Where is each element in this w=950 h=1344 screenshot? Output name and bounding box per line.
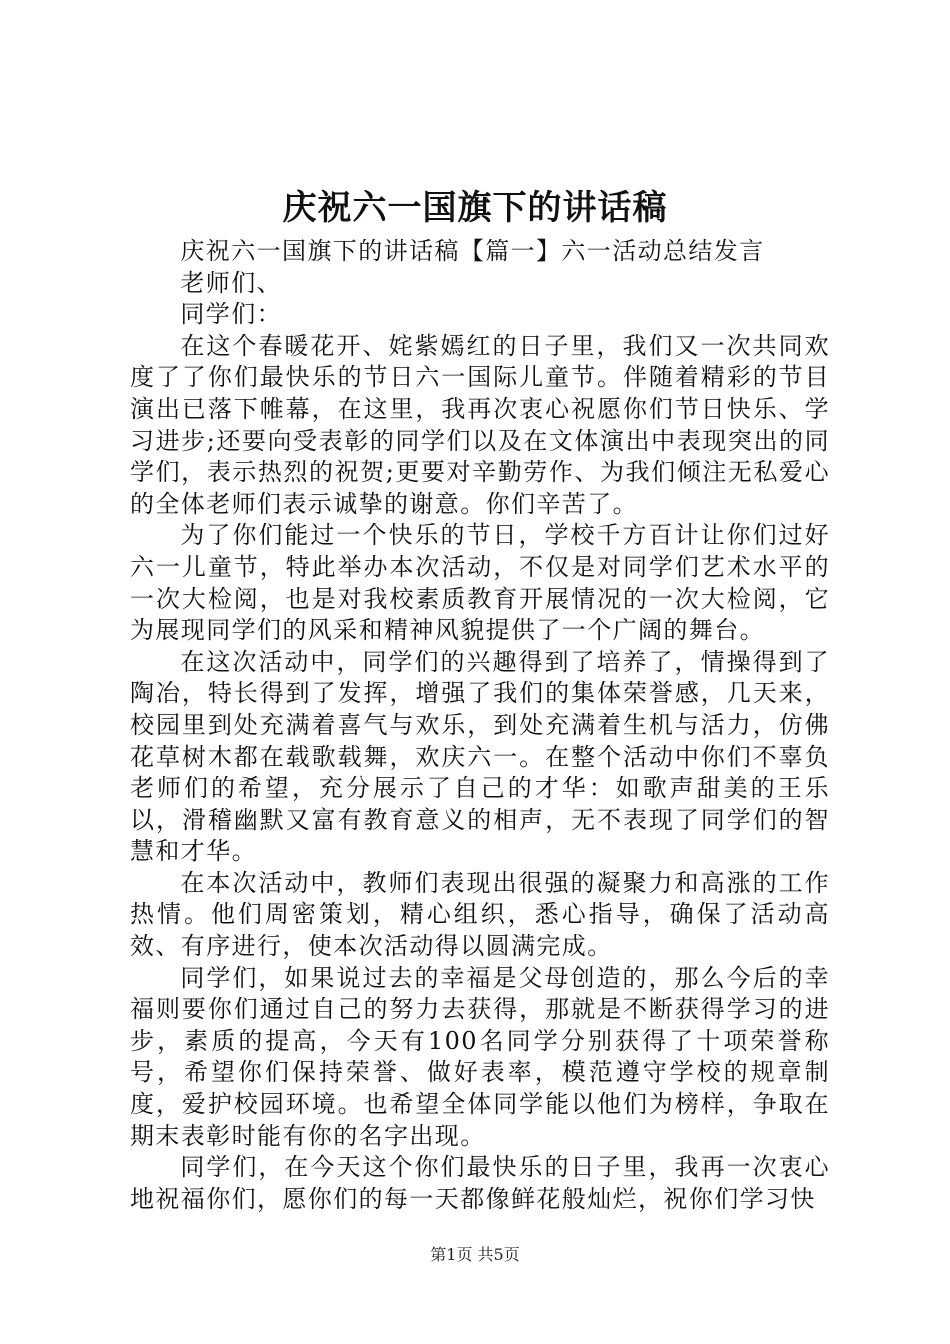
paragraph-salutation-teachers: 老师们、 xyxy=(180,268,282,297)
paragraph: 为了你们能过一个快乐的节日，学校千方百计让你们过好六一儿童节，特此举办本次活动，不仅是对同学们艺术水平的一次大检阅，也是对我校素质教育开展情况的一次大检阅，它为展现同学们的风采和精神风貌提供了一个广阔的舞台。 xyxy=(130,521,830,645)
paragraph: 同学们，在今天这个你们最快乐的日子里，我再一次衷心地祝福你们，愿你们的每一天都像鲜花般灿烂，祝你们学习快 xyxy=(130,1153,830,1213)
document-title: 庆祝六一国旗下的讲话稿 xyxy=(282,188,668,228)
paragraph: 同学们，如果说过去的幸福是父母创造的，那么今后的幸福则要你们通过自己的努力去获得，那就是不断获得学习的进步，素质的提高，今天有100名同学分别获得了十项荣誉称号，希望你们保持荣誉、做好表率，模范遵守学校的规章制度，爱护校园环境。也希望全体同学能以他们为榜样，争取在期末表彰时能有你的名字出现。 xyxy=(130,963,830,1150)
paragraph-salutation-students: 同学们： xyxy=(180,300,282,329)
paragraph: 在这个春暖花开、姹紫嫣红的日子里，我们又一次共同欢度了了你们最快乐的节日六一国际儿童节。伴随着精彩的节目演出已落下帷幕，在这里，我再次衷心祝愿你们节日快乐、学习进步;还要向受表彰的同学们以及在文体演出中表现突出的同学们，表示热烈的祝贺;更要对辛勤劳作、为我们倾注无私爱心的全体老师们表示诚挚的谢意。你们辛苦了。 xyxy=(130,331,830,518)
page-number-footer: 第1页 共5页 xyxy=(430,1245,520,1264)
paragraph-heading-line: 庆祝六一国旗下的讲话稿【篇一】六一活动总结发言 xyxy=(180,237,765,265)
document-body xyxy=(130,236,830,1215)
paragraph: 在本次活动中，教师们表现出很强的凝聚力和高涨的工作热情。他们周密策划，精心组织，悉心指导，确保了活动高效、有序进行，使本次活动得以圆满完成。 xyxy=(130,868,830,961)
paragraph: 在这次活动中，同学们的兴趣得到了培养了，情操得到了陶冶，特长得到了发挥，增强了我们的集体荣誉感，几天来，校园里到处充满着喜气与欢乐，到处充满着生机与活力，仿佛花草树木都在载歌载舞，欢庆六一。在整个活动中你们不辜负老师们的希望，充分展示了自己的才华：如歌声甜美的王乐以，滑稽幽默又富有教育意义的相声，无不表现了同学们的智慧和才华。 xyxy=(130,647,830,866)
